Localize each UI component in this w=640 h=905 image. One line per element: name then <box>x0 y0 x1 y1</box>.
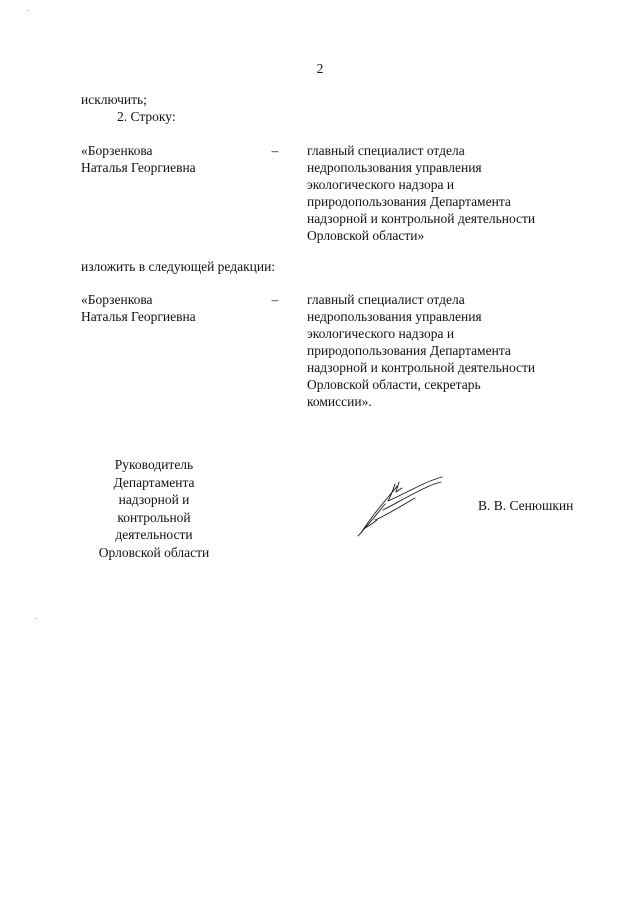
position-line: природопользования Департамента <box>307 194 511 209</box>
position-line: надзорной и контрольной деятельности <box>307 360 536 375</box>
handwritten-signature <box>355 470 450 540</box>
entry-old-surname: «Борзенкова <box>81 143 153 158</box>
position-line: надзорной и контрольной деятельности <box>307 211 536 226</box>
position-line: Орловской области» <box>307 228 425 243</box>
position-line: главный специалист отдела <box>307 143 465 158</box>
scan-edge-mark <box>28 10 29 11</box>
position-line: недропользования управления <box>307 160 482 175</box>
entry-new-dash: – <box>271 292 279 307</box>
entry-new-given-names: Наталья Георгиевна <box>81 309 196 324</box>
entry-new-surname: «Борзенкова <box>81 292 153 307</box>
entry-old-position <box>307 142 535 244</box>
signatory-title <box>74 456 234 561</box>
signatory-title-line: Орловской области <box>98 544 210 560</box>
signatory-title-line: контрольной <box>117 509 191 525</box>
signatory-title-line: Департамента <box>113 474 195 490</box>
position-line: недропользования управления <box>307 309 482 324</box>
entry-old-given-names: Наталья Георгиевна <box>81 160 196 175</box>
intro-exclude-text: исключить; <box>81 92 147 107</box>
position-line: комиссии». <box>307 394 372 409</box>
signatory-title-line: деятельности <box>115 527 193 542</box>
position-line: природопользования Департамента <box>307 343 511 358</box>
intro-item-2-text: 2. Строку: <box>117 109 176 124</box>
position-line: экологического надзора и <box>307 326 455 341</box>
restate-instruction: изложить в следующей редакции: <box>81 259 276 274</box>
signatory-title-line: надзорной и <box>118 492 190 507</box>
position-line: главный специалист отдела <box>307 292 465 307</box>
signatory-title-line: Руководитель <box>114 457 194 472</box>
entry-new-position <box>307 291 535 410</box>
signatory-name: В. В. Сенюшкин <box>478 498 574 513</box>
page-number: 2 <box>316 61 324 76</box>
entry-old-dash: – <box>271 143 279 158</box>
position-line: Орловской области, секретарь <box>307 377 481 392</box>
position-line: экологического надзора и <box>307 177 455 192</box>
scan-edge-mark <box>36 618 37 619</box>
